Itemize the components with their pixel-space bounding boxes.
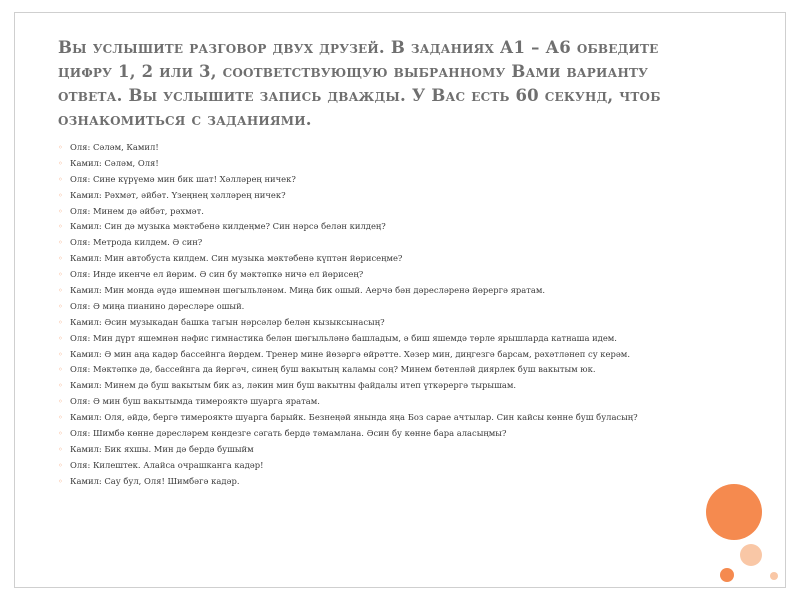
dialogue-line	[58, 219, 698, 235]
dialogue-text: Камил: Оля, әйдә, бергә тимерояктә шуарга барыйк. Безнеңәй янында яңа Боз сарае ачтылар. Син кайсы көнне буш буласың?	[70, 412, 638, 423]
dialogue-line	[58, 267, 698, 283]
dialogue-list	[58, 140, 698, 490]
dialogue-text: Оля: Мәктәпкә дә, бассейнга да йөргәч, синең буш вакытың каламы соң? Минем бөтенләй диярлек буш вакытым юк.	[70, 364, 596, 375]
dialogue-line	[58, 474, 698, 490]
bullet-icon: ◦	[58, 254, 63, 264]
dialogue-text: Камил: Рәхмәт, әйбәт. Үзеңнең хәлләрең ничек?	[70, 189, 286, 200]
dialogue-line	[58, 347, 698, 363]
bullet-icon: ◦	[58, 286, 63, 296]
bullet-icon: ◦	[58, 238, 63, 248]
dialogue-text: Оля: Минем дә әйбәт, рәхмәт.	[70, 205, 204, 216]
dialogue-line	[58, 235, 698, 251]
dialogue-line	[58, 362, 698, 378]
dialogue-line	[58, 394, 698, 410]
decorative-circle-large	[706, 484, 762, 540]
dialogue-text: Камил: Ә мин аңа кадәр бассейнга йөрдем. Тренер мине йөзәргә өйрәтте. Хәзер мин, диңгезгә барсам, рәхәтләнеп су керәм.	[70, 348, 630, 359]
dialogue-text: Оля: Ә мин буш вакытымда тимерояктә шуарга яратам.	[70, 396, 320, 407]
dialogue-line	[58, 251, 698, 267]
bullet-icon: ◦	[58, 476, 63, 486]
decorative-circle-tiny	[770, 572, 778, 580]
dialogue-line	[58, 204, 698, 220]
dialogue-line	[58, 172, 698, 188]
dialogue-text: Оля: Метрода килдем. Ә син?	[70, 237, 203, 248]
dialogue-text: Камил: Син дә музыка мәктәбенә килдеңме? Син нәрсә белән килдең?	[70, 221, 386, 232]
dialogue-line	[58, 442, 698, 458]
bullet-icon: ◦	[58, 365, 63, 375]
dialogue-line	[58, 378, 698, 394]
dialogue-text: Камил: Әсин музыкадан башка тагын нәрсәләр белән кызыксынасың?	[70, 316, 385, 327]
dialogue-text: Оля: Инде икенче ел йөрим. Ә син бу мәктәпкә ничә ел йөрисең?	[70, 269, 364, 280]
dialogue-text: Камил: Сау бул, Оля! Шимбәгә кадәр.	[70, 475, 240, 486]
bullet-icon: ◦	[58, 429, 63, 439]
bullet-icon: ◦	[58, 206, 63, 216]
dialogue-line	[58, 315, 698, 331]
bullet-icon: ◦	[58, 143, 63, 152]
dialogue-line	[58, 283, 698, 299]
dialogue-line	[58, 188, 698, 204]
bullet-icon: ◦	[58, 222, 63, 232]
dialogue-text: Оля: Килештек. Алайса очрашканга кадәр!	[70, 459, 264, 470]
bullet-icon: ◦	[58, 158, 63, 168]
dialogue-line	[58, 410, 698, 426]
dialogue-text: Камил: Сәләм, Оля!	[70, 157, 159, 168]
bullet-icon: ◦	[58, 270, 63, 280]
decorative-circle-small	[720, 568, 734, 582]
bullet-icon: ◦	[58, 301, 63, 311]
bullet-icon: ◦	[58, 349, 63, 359]
decorative-circle-medium	[740, 544, 762, 566]
dialogue-line	[58, 331, 698, 347]
dialogue-text: Камил: Мин автобуста килдем. Син музыка мәктәбенә күптән йөрисеңме?	[70, 253, 403, 264]
bullet-icon: ◦	[58, 317, 63, 327]
dialogue-text: Оля: Ә миңа пианино дәресләре ошый.	[70, 300, 245, 311]
dialogue-text: Оля: Мин дүрт яшемнән нәфис гимнастика белән шөгыльләнә башладым, ә биш яшемдә төрле ярышларда катнаша идем.	[70, 332, 617, 343]
dialogue-text: Камил: Минем дә буш вакытым бик аз, ләкин мин буш вакытны файдалы итеп үткәрергә тырышам.	[70, 380, 517, 391]
bullet-icon: ◦	[58, 397, 63, 407]
dialogue-line	[58, 156, 698, 172]
dialogue-text: Камил: Мин монда әүдә ишемнән шөгыльләнәм. Миңа бик ошый. Аерчә бән дәресләренә йөрергә яратам.	[70, 285, 546, 296]
bullet-icon: ◦	[58, 413, 63, 423]
bullet-icon: ◦	[58, 381, 63, 391]
bullet-icon: ◦	[58, 174, 63, 184]
dialogue-line	[58, 299, 698, 315]
bullet-icon: ◦	[58, 444, 63, 454]
dialogue-text: Оля: Сәләм, Камил!	[70, 142, 159, 152]
dialogue-text: Оля: Сине күрүемә мин бик шат! Хәлләрең ничек?	[70, 173, 296, 184]
dialogue-text: Камил: Бик яхшы. Мин дә бердә бушыйм	[70, 443, 254, 454]
bullet-icon: ◦	[58, 190, 63, 200]
dialogue-line	[58, 426, 698, 442]
bullet-icon: ◦	[58, 333, 63, 343]
slide-title: Вы услышите разговор двух друзей. В заданиях А1 – А6 обведите цифру 1, 2 или 3, соответствующую выбранному Вами варианту ответа. Вы услышите запись дважды. У Вас есть 60 секунд, чтоб ознакомиться с заданиями.	[58, 38, 661, 129]
bullet-icon: ◦	[58, 460, 63, 470]
dialogue-line	[58, 140, 698, 156]
dialogue-text: Оля: Шимбә көнне дәресләрем көндезге сәгать бердә тәмамлана. Әсин бу көнне бара аласыңмы?	[70, 428, 507, 439]
dialogue-line	[58, 458, 698, 474]
